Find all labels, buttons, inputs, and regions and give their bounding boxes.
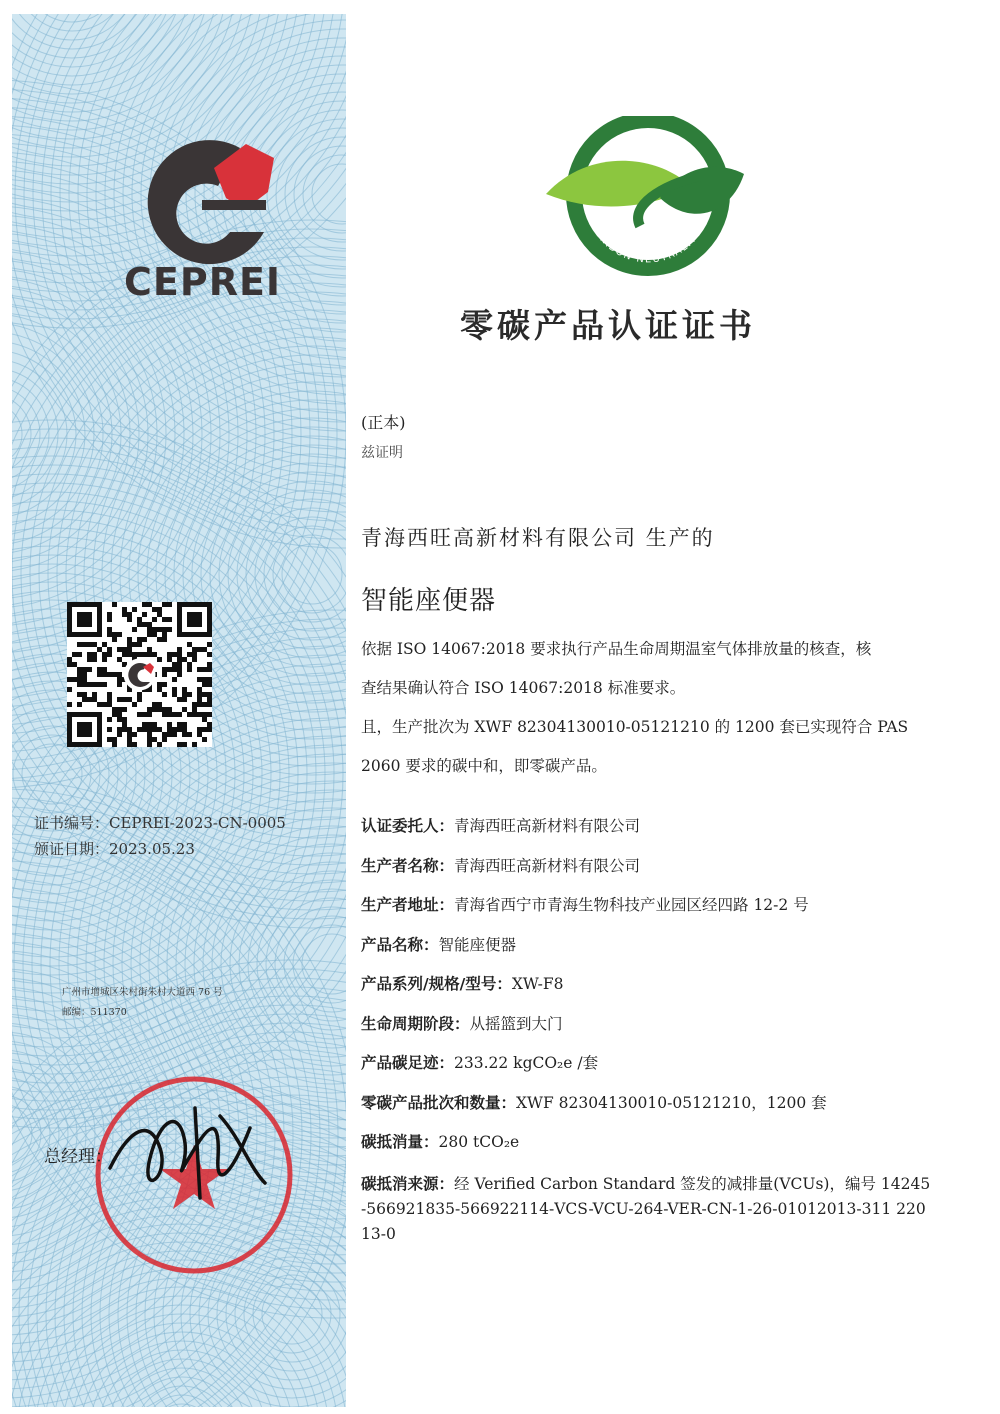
general-manager-label: 总经理： xyxy=(44,1147,112,1167)
certificate-title: 零碳产品认证证书 xyxy=(460,306,756,345)
field-offset-source: 碳抵消来源：经 Verified Carbon Standard 签发的减排量(VCUs)，编号 14245-566921835-566922114-VCS-VCU-264-VER-CN-1-26-01012013-311 22013-0 xyxy=(361,1174,931,1243)
producer-line: 青海西旺高新材料有限公司 生产的 xyxy=(361,526,715,550)
field-producer-name: 生产者名称：青海西旺高新材料有限公司 xyxy=(361,856,641,875)
signature-icon xyxy=(100,1088,275,1218)
certificate-fields xyxy=(361,816,931,1266)
field-offset-amount: 碳抵消量：280 tCO₂e xyxy=(361,1133,520,1151)
certify-label: 兹证明 xyxy=(361,445,403,461)
compliance-paragraph-1 xyxy=(361,630,926,708)
original-copy-label: (正本) xyxy=(361,413,406,432)
paragraph-2-line-2: 2060 要求的碳中和，即零碳产品。 xyxy=(361,757,607,775)
paragraph-1-line-1: 依据 ISO 14067:2018 要求执行产品生命周期温室气体排放量的核查，核 xyxy=(361,640,872,658)
paragraph-2-line-1: 且，生产批次为 XWF 82304130010-05121210 的 1200 套已实现符合 PAS xyxy=(361,718,909,736)
compliance-paragraph-2 xyxy=(361,708,926,786)
field-product-model: 产品系列/规格/型号：XW-F8 xyxy=(361,975,564,993)
field-product-name: 产品名称：智能座便器 xyxy=(361,935,517,954)
field-lifecycle-stage: 生命周期阶段：从摇篮到大门 xyxy=(361,1014,563,1033)
paragraph-1-line-2: 查结果确认符合 ISO 14067:2018 标准要求。 xyxy=(361,679,686,697)
field-carbon-footprint: 产品碳足迹：233.22 kgCO₂e /套 xyxy=(361,1054,599,1072)
field-batch-quantity: 零碳产品批次和数量：XWF 82304130010-05121210，1200 套 xyxy=(361,1093,827,1112)
field-client: 认证委托人：青海西旺高新材料有限公司 xyxy=(361,817,641,835)
carbon-neutrality-emblem-icon xyxy=(540,116,746,276)
ceprei-logo-text: CEPREI xyxy=(124,260,282,304)
certificate-number: 证书编号：CEPREI-2023-CN-0005 xyxy=(34,814,286,832)
emblem-ring-text: CARBON NEUTRALITY xyxy=(589,224,705,266)
issuer-address: 广州市增城区朱村街朱村大道西 76 号 xyxy=(62,987,223,998)
product-name-heading: 智能座便器 xyxy=(361,586,497,616)
issue-date: 颁证日期：2023.05.23 xyxy=(34,840,195,858)
issuer-postcode: 邮编：511370 xyxy=(62,1007,127,1018)
field-producer-address: 生产者地址：青海省西宁市青海生物科技产业园区经四路 12-2 号 xyxy=(361,896,809,914)
qr-code-icon xyxy=(67,602,212,747)
